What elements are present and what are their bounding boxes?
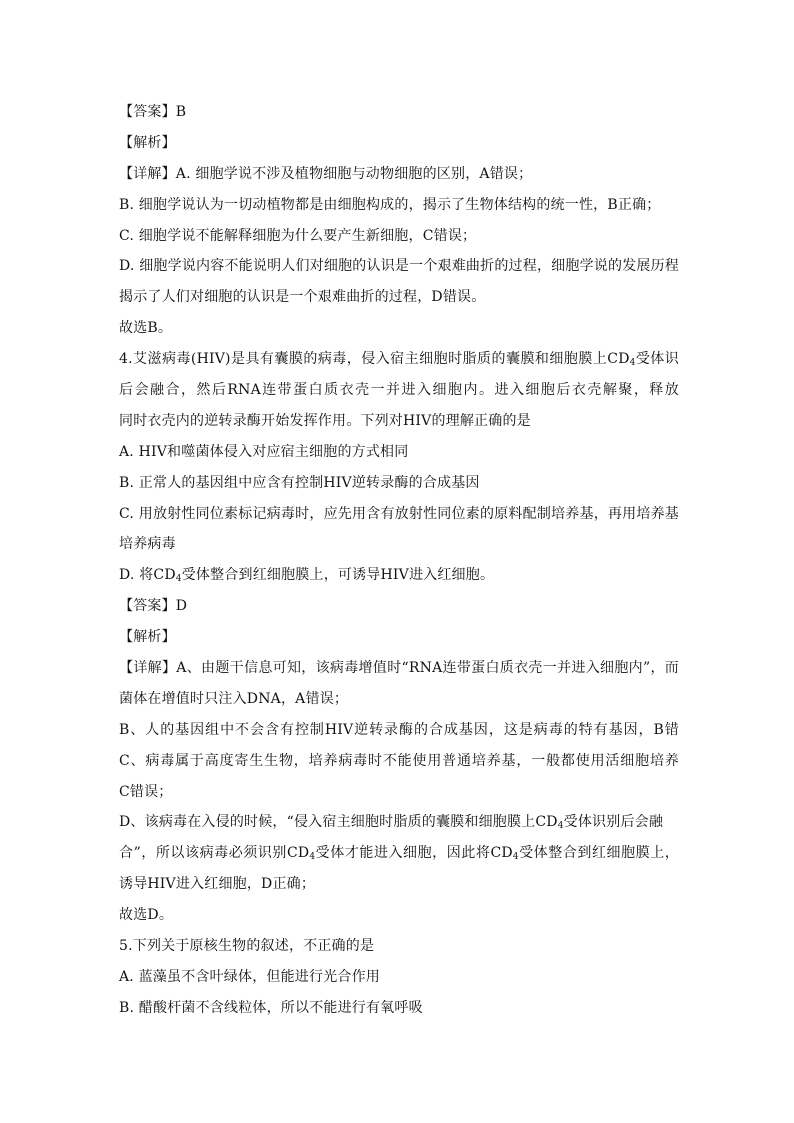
q5-option-b: B. 醋酸杆菌不含线粒体，所以不能进行有氧呼吸 — [119, 999, 423, 1016]
q4-detail-d-line2: 合”，所以该病毒必须识别$CD_4$受体才能进入细胞，因此将$CD_4$受体整合到红细胞膜上， — [119, 845, 679, 863]
q4-stem-line3: 同时衣壳内的逆转录酶开始发挥作用。下列对HIV的理解正确的是 — [119, 412, 531, 429]
q4-option-a: A. HIV和噬菌体侵入对应宿主细胞的方式相同 — [119, 443, 409, 460]
q5-option-a: A. 蓝藻虽不含叶绿体，但能进行光合作用 — [119, 968, 381, 985]
q4-detail-c-line2: C错误； — [119, 783, 173, 800]
q3-answer: 【答案】B — [119, 104, 187, 120]
q3-analysis-heading: 【解析】 — [119, 134, 176, 151]
q5-stem: 5.下列关于原核生物的叙述，不正确的是 — [119, 938, 375, 955]
q3-conclusion: 故选B。 — [119, 320, 173, 337]
q4-detail-c-line1: C、病毒属于高度寄生生物，培养病毒时不能使用普通培养基，一般都使用活细胞培养 — [119, 752, 679, 769]
q4-analysis-heading: 【解析】 — [119, 629, 176, 646]
q3-detail-c: C. 细胞学说不能解释细胞为什么要产生新细胞，C错误； — [119, 227, 477, 244]
q3-detail-a: 【详解】A. 细胞学说不涉及植物细胞与动物细胞的区别，A错误； — [119, 165, 533, 182]
q3-detail-d-line1: D. 细胞学说内容不能说明人们对细胞的认识是一个艰难曲折的过程，细胞学说的发展历程 — [119, 258, 679, 275]
q4-stem-line1: 4.艾滋病毒(HIV)是具有囊膜的病毒，侵入宿主细胞时脂质的囊膜和细胞膜上$CD_4$受体识 — [119, 351, 679, 369]
q4-option-c-line1: C. 用放射性同位素标记病毒时，应先用含有放射性同位素的原料配制培养基，再用培养基 — [119, 505, 679, 522]
q4-detail-a-line1: 【详解】A、由题干信息可知，该病毒增值时“RNA连带蛋白质衣壳一并进入细胞内”，而 — [119, 660, 679, 677]
q4-stem-line2: 后会融合，然后RNA连带蛋白质衣壳一并进入细胞内。进入细胞后衣壳解聚，释放 — [119, 382, 679, 399]
q3-detail-b: B. 细胞学说认为一切动植物都是由细胞构成的，揭示了生物体结构的统一性，B正确； — [119, 196, 661, 213]
q4-detail-b: B、人的基因组中不会含有控制HIV逆转录酶的合成基因，这是病毒的特有基因，B错 — [119, 721, 679, 738]
document-page — [119, 97, 679, 1024]
q4-detail-a-line2: 菌体在增值时只注入DNA，A错误； — [119, 690, 349, 707]
q4-option-c-line2: 培养病毒 — [119, 536, 176, 553]
q4-option-d: D. 将$CD_4$受体整合到红细胞膜上，可诱导HIV进入红细胞。 — [119, 567, 495, 585]
q4-option-b: B. 正常人的基因组中应含有控制HIV逆转录酶的合成基因 — [119, 474, 480, 491]
q4-detail-d-line1: D、该病毒在入侵的时候，“侵入宿主细胞时脂质的囊膜和细胞膜上$CD_4$受体识别后会融 — [119, 814, 664, 832]
q3-detail-d-line2: 揭示了人们对细胞的认识是一个艰难曲折的过程，D错误。 — [119, 289, 486, 306]
q4-answer: 【答案】D — [119, 598, 188, 615]
q4-detail-d-line3: 诱导HIV进入红细胞，D正确； — [119, 876, 316, 893]
q4-conclusion: 故选D。 — [119, 907, 174, 924]
